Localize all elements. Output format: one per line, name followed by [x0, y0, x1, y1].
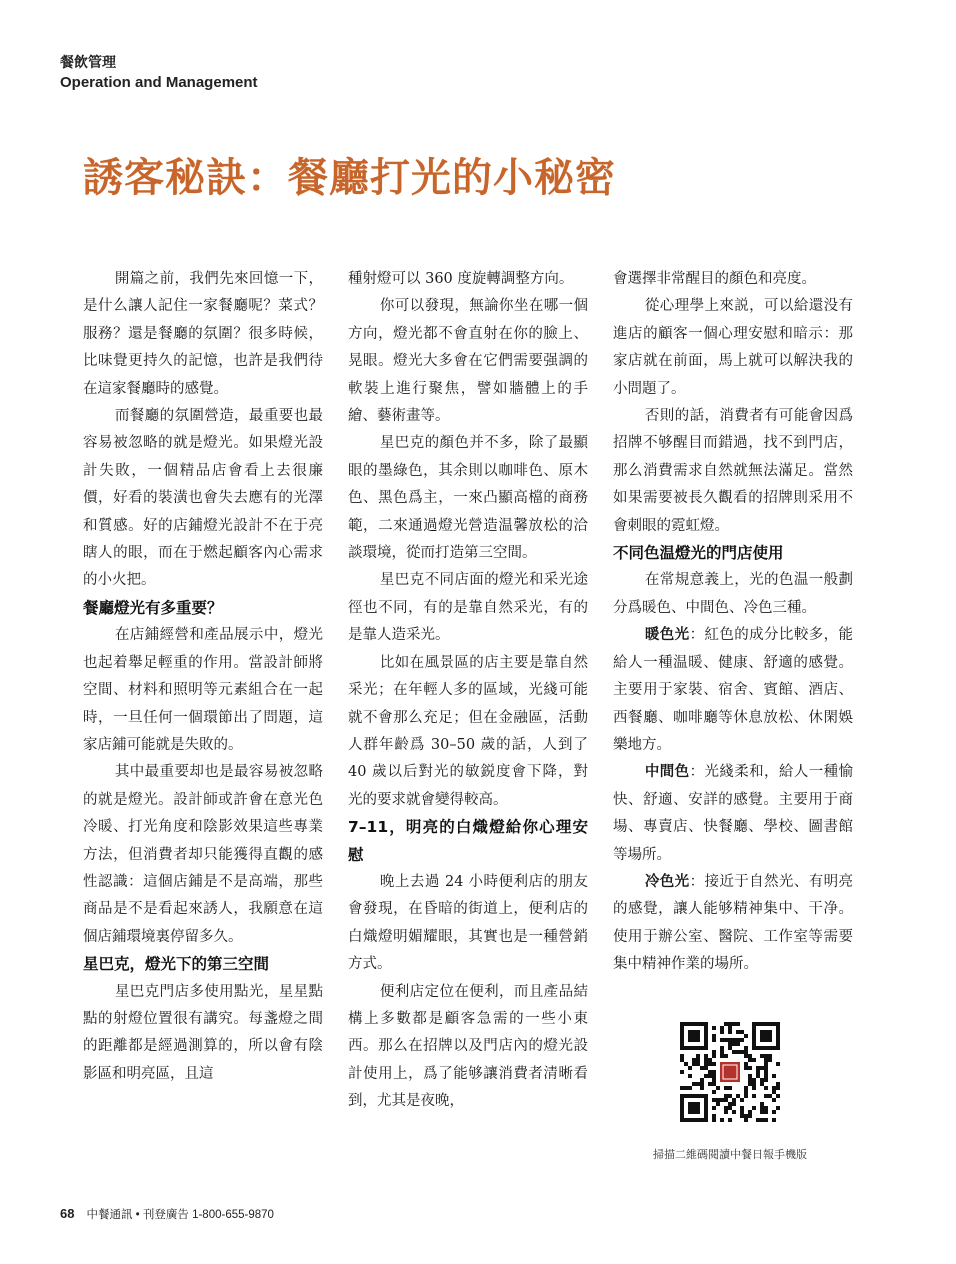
- definition-paragraph: [613, 622, 853, 759]
- paragraph: 星巴克門店多使用點光，星星點點的射燈位置很有講究。每盞燈之間的距離都是經過測算的，所以會有陰影區和明亮區，且這: [83, 983, 323, 1082]
- section-label-cn: 餐飲管理: [60, 55, 116, 71]
- paragraph: 便利店定位在便利，而且產品結構上多數都是顧客急需的一些小東西。那么在招牌以及門店內的燈光設計使用上，爲了能够讓消費者清晰看到，尤其是夜晚，: [348, 983, 588, 1110]
- page-footer: [60, 1206, 274, 1222]
- definition-term: 暖色光: [644, 627, 690, 644]
- paragraph: 種射燈可以 360 度旋轉調整方向。: [348, 271, 574, 287]
- article-column-2: [348, 266, 588, 1116]
- section-heading: 7–11，明亮的白熾燈給你心理安慰: [348, 818, 588, 864]
- definition-term: 中間色: [644, 764, 690, 781]
- definition-term: 冷色光: [644, 873, 690, 890]
- definition-paragraph: [613, 759, 853, 869]
- qr-code-icon[interactable]: [680, 1022, 780, 1122]
- article-title: 誘客秘訣：餐廳打光的小秘密: [83, 154, 616, 201]
- section-heading: 餐廳燈光有多重要？: [83, 598, 223, 617]
- paragraph: 星巴克不同店面的燈光和采光途徑也不同，有的是靠自然采光，有的是靠人造采光。: [348, 572, 588, 644]
- paragraph: 在常規意義上，光的色温一般劃分爲暖色、中間色、冷色三種。: [613, 572, 853, 616]
- definition-paragraph: [613, 869, 853, 979]
- paragraph: 會選擇非常醒目的顏色和亮度。: [613, 271, 816, 287]
- section-heading: 星巴克，燈光下的第三空間: [83, 955, 270, 974]
- paragraph: 其中最重要却也是最容易被忽略的就是燈光。設計師或許會在意光色冷暖、打光角度和陰影效果這些專業方法，但消費者却只能獲得直觀的感性認識：這個店鋪是不是高端，那些商品是不是看起來誘人，我願意在這個店鋪環境裏停留多久。: [83, 764, 323, 945]
- section-label-en: Operation and Management: [60, 74, 258, 91]
- paragraph: 星巴克的顏色并不多，除了最顯眼的墨綠色，其余則以咖啡色、原木色、黑色爲主，一來凸顯高檔的商務範，二來通過燈光營造温馨放松的洽談環境，從而打造第三空間。: [348, 435, 588, 562]
- page-number: 68: [60, 1206, 75, 1221]
- footer-text: 中餐通訊 • 刊登廣告 1-800-655-9870: [86, 1209, 274, 1221]
- paragraph: 晚上去過 24 小時便利店的朋友會發現，在昏暗的街道上，便利店的白熾燈明媚耀眼，其實也是一種營銷方式。: [348, 873, 588, 973]
- section-heading: 不同色温燈光的門店使用: [613, 544, 784, 563]
- paragraph: 否則的話，消費者有可能會因爲招牌不够醒目而錯過，找不到門店，那么消費需求自然就無法滿足。當然如果需要被長久觀看的招牌則采用不會刺眼的霓虹燈。: [613, 408, 853, 534]
- paragraph: 從心理學上來説，可以給還没有進店的顧客一個心理安慰和暗示：那家店就在前面，馬上就可以解決我的小問題了。: [613, 298, 853, 397]
- paragraph: 開篇之前，我們先來回憶一下，是什么讓人記住一家餐廳呢？菜式？服務？還是餐廳的氛圍？很多時候，比味覺更持久的記憶，也許是我們待在這家餐廳時的感覺。: [83, 271, 323, 397]
- paragraph: 而餐廳的氛圍營造，最重要也最容易被忽略的就是燈光。如果燈光設計失敗，一個精品店會看上去很廉價，好看的裝潢也會失去應有的光澤和質感。好的店鋪燈光設計不在于亮瞎人的眼，而在于燃起顧客內心需求的小火把。: [83, 408, 323, 589]
- paragraph: 你可以發現，無論你坐在哪一個方向，燈光都不會直射在你的臉上、晃眼。燈光大多會在它們需要强調的軟裝上進行聚焦，譬如牆體上的手繪、藝術畫等。: [348, 298, 588, 425]
- definition-text: ：光綫柔和，給人一種愉快、舒適、安詳的感覺。主要用于商場、專賣店、快餐廳、學校、圖書館等場所。: [613, 764, 854, 863]
- definition-text: ：紅色的成分比較多，能給人一種温暖、健康、舒適的感覺。主要用于家裝、宿舍、賓館、酒店、西餐廳、咖啡廳等休息放松、休閑娛樂地方。: [613, 627, 854, 753]
- article-column-1: [83, 266, 323, 1088]
- article-column-3: [613, 266, 853, 979]
- definition-text: ：接近于自然光、有明亮的感覺，讓人能够精神集中、干净。使用于辦公室、醫院、工作室等需要集中精神作業的場所。: [613, 873, 854, 973]
- paragraph: 在店鋪經營和產品展示中，燈光也起着舉足輕重的作用。當設計師將空間、材料和照明等元素組合在一起時，一旦任何一個環節出了問題，這家店鋪可能就是失敗的。: [83, 627, 323, 753]
- qr-caption: 掃描二維碼閱讀中餐日報手機版: [653, 1148, 807, 1161]
- paragraph: 比如在風景區的店主要是靠自然采光；在年輕人多的區域，光綫可能就不會那么充足；但在金融區，活動人群年齡爲 30–50 歲的話，人到了 40 歲以后對光的敏鋭度會下降，對光的要求就會變得較高。: [348, 654, 588, 808]
